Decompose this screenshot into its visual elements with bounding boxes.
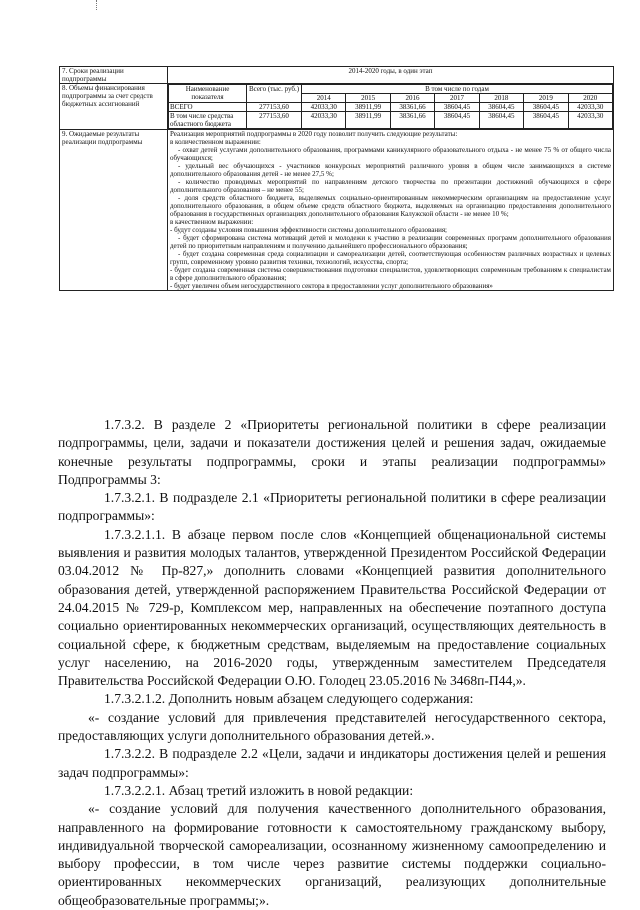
head-total: Всего (тыс. руб.) xyxy=(247,85,302,103)
result-line: Реализация мероприятий подпрограммы в 2020 году позволит получить следующие результаты: xyxy=(170,130,458,138)
cell-value: 38911,99 xyxy=(346,112,390,129)
row7-value: 2014-2020 годы, в один этап xyxy=(168,67,614,84)
row8-label: 8. Объемы финансирования подпрограммы за счет средств бюджетных ассигнований xyxy=(60,84,168,130)
paragraph: 1.7.3.2.2. В подразделе 2.2 «Цели, задачи и индикаторы достижения целей и решения задач подпрограммы»: xyxy=(58,746,606,780)
result-line: в количественном выражении: xyxy=(170,138,261,146)
year-2014: 2014 xyxy=(302,94,346,103)
row-name: В том числе средства областного бюджета xyxy=(169,112,247,129)
paragraph: 1.7.3.2.2.1. Абзац третий изложить в новой редакции: xyxy=(104,782,414,798)
cell-value: 42033,30 xyxy=(568,103,612,112)
paragraph: 1.7.3.2.1.1. В абзаце первом после слов «Концепцией общенациональной системы выявления и развития молодых талантов, утвержденной Президентом Российской Федерации 03.04.2012 № Пр-827,» дополнить словами «Концепцией развития дополнительного образования детей, утвержденной распоряжением Правительства Российской Федерации от 24.04.2015 № 729-р, Комплексом мер, направленных на обеспечение поэтапного доступа социально ориентированных некоммерческих организаций, осуществляющих деятельность в социальной сфере, к бюджетным средствам, выделяемым на предоставление социальных услуг населению, на 2016-2020 годы, утвержденным заместителем Председателя Правительства Российской Федерации О.Ю. Голодец 23.05.2016 № 3468п-П44,». xyxy=(58,526,606,689)
paragraph: 1.7.3.2.1. В подразделе 2.1 «Приоритеты региональной политики в сфере реализации подпрограммы»: xyxy=(58,490,606,524)
paragraph: 1.7.3.2. В разделе 2 «Приоритеты региональной политики в сфере реализации подпрограммы, цели, задачи и показатели достижения целей и решения задач, ожидаемые конечные результаты подпрограммы, сроки и этапы реализации подпрограммы» Подпрограммы 3: xyxy=(58,417,606,487)
cell-value: 38361,66 xyxy=(390,103,434,112)
year-2017: 2017 xyxy=(435,94,479,103)
results-cell xyxy=(168,130,614,291)
cell-value: 38604,45 xyxy=(524,112,568,129)
table-row xyxy=(169,112,613,129)
year-2018: 2018 xyxy=(479,94,523,103)
year-2020: 2020 xyxy=(568,94,612,103)
passport-table xyxy=(59,66,614,291)
row7-label: 7. Сроки реализации подпрограммы xyxy=(60,67,168,84)
head-years: В том числе по годам xyxy=(302,85,613,94)
cell-value: 38604,45 xyxy=(435,103,479,112)
cell-value: 38604,45 xyxy=(524,103,568,112)
paragraph: «- создание условий для привлечения представителей негосударственного сектора, предоставляющих услуги дополнительного образования детей.». xyxy=(58,709,606,744)
result-line: - охват детей услугами дополнительного образования, программами каникулярного образовательного отдыха - не менее 75 % от общего числа обучающихся; xyxy=(170,146,611,162)
result-line: - будет увеличен объем негосударственного сектора в предоставлении услуг дополнительного образования» xyxy=(170,282,493,290)
cell-value: 38604,45 xyxy=(435,112,479,129)
cell-value: 42033,30 xyxy=(568,112,612,129)
result-line: в качественном выражении: xyxy=(170,218,254,226)
result-line: - количество проводимых мероприятий по направлениям детского творчества по презентации достижений обучающихся в сфере дополнительного образования – не менее 55; xyxy=(170,178,611,194)
year-2015: 2015 xyxy=(346,94,390,103)
row-8 xyxy=(60,84,614,130)
cell-value: 38911,99 xyxy=(346,103,390,112)
result-line: - удельный вес обучающихся - участников конкурсных мероприятий различного уровня в общем числе занимающихся в системе дополнительного образования детей - не менее 27,5 %; xyxy=(170,162,611,178)
paragraph: 1.7.3.2.1.2. Дополнить новым абзацем следующего содержания: xyxy=(104,691,474,707)
result-line: - будет сформирована система мотиваций детей и молодежи к участию в реализации современных программ дополнительного образования детей по приоритетным направлениям и получению дальнейшего профессионального образования; xyxy=(170,234,611,250)
page-corner-mark xyxy=(96,0,98,10)
year-2016: 2016 xyxy=(390,94,434,103)
row-total: 277153,60 xyxy=(247,103,302,112)
result-line: - будет создана современная система совершенствования подготовки специалистов, удовлетворяющих современным требованиям к специалистам в сфере дополнительного образования; xyxy=(170,266,611,282)
financing-table xyxy=(168,84,613,129)
row9-label: 9. Ожидаемые результаты реализации подпрограммы xyxy=(60,130,168,291)
table-row xyxy=(169,103,613,112)
result-line: - доля средств областного бюджета, выделяемых социально-ориентированным некоммерческим организациям на предоставление услуг дополнительного образования, в общем объеме средств областного бюджета, выделяемых на организацию предоставления дополнительного образования в государственных организациях дополнительного образования Калужской области - не менее 10 %; xyxy=(170,194,611,218)
cell-value: 38604,45 xyxy=(479,103,523,112)
year-2019: 2019 xyxy=(524,94,568,103)
row-total: 277153,60 xyxy=(247,112,302,129)
cell-value: 38361,66 xyxy=(390,112,434,129)
result-line: - будет создана современная среда социализации и самореализации детей, соответствующая особенностям различных возрастных и целевых групп, современному уровню развития техники, технологий, искусства, спорта; xyxy=(170,250,611,266)
document-body xyxy=(58,416,606,910)
cell-value: 42033,30 xyxy=(302,103,346,112)
cell-value: 42033,30 xyxy=(302,112,346,129)
cell-value: 38604,45 xyxy=(479,112,523,129)
row-name: ВСЕГО xyxy=(169,103,247,112)
row-7 xyxy=(60,67,614,84)
head-name: Наименование показателя xyxy=(169,85,247,103)
paragraph: «- создание условий для получения качественного дополнительного образования, направленного на формирование готовности к самостоятельному гражданскому выбору, индивидуальной творческой самореализации, осознанному жизненному самоопределению и выбору профессии, в том числе через развитие системы поддержки социально-ориентированных некоммерческих организаций, реализующих дополнительные общеобразовательные программы;». xyxy=(58,801,606,908)
result-line: - будут созданы условия повышения эффективности системы дополнительного образования; xyxy=(170,226,447,234)
row-9 xyxy=(60,130,614,291)
